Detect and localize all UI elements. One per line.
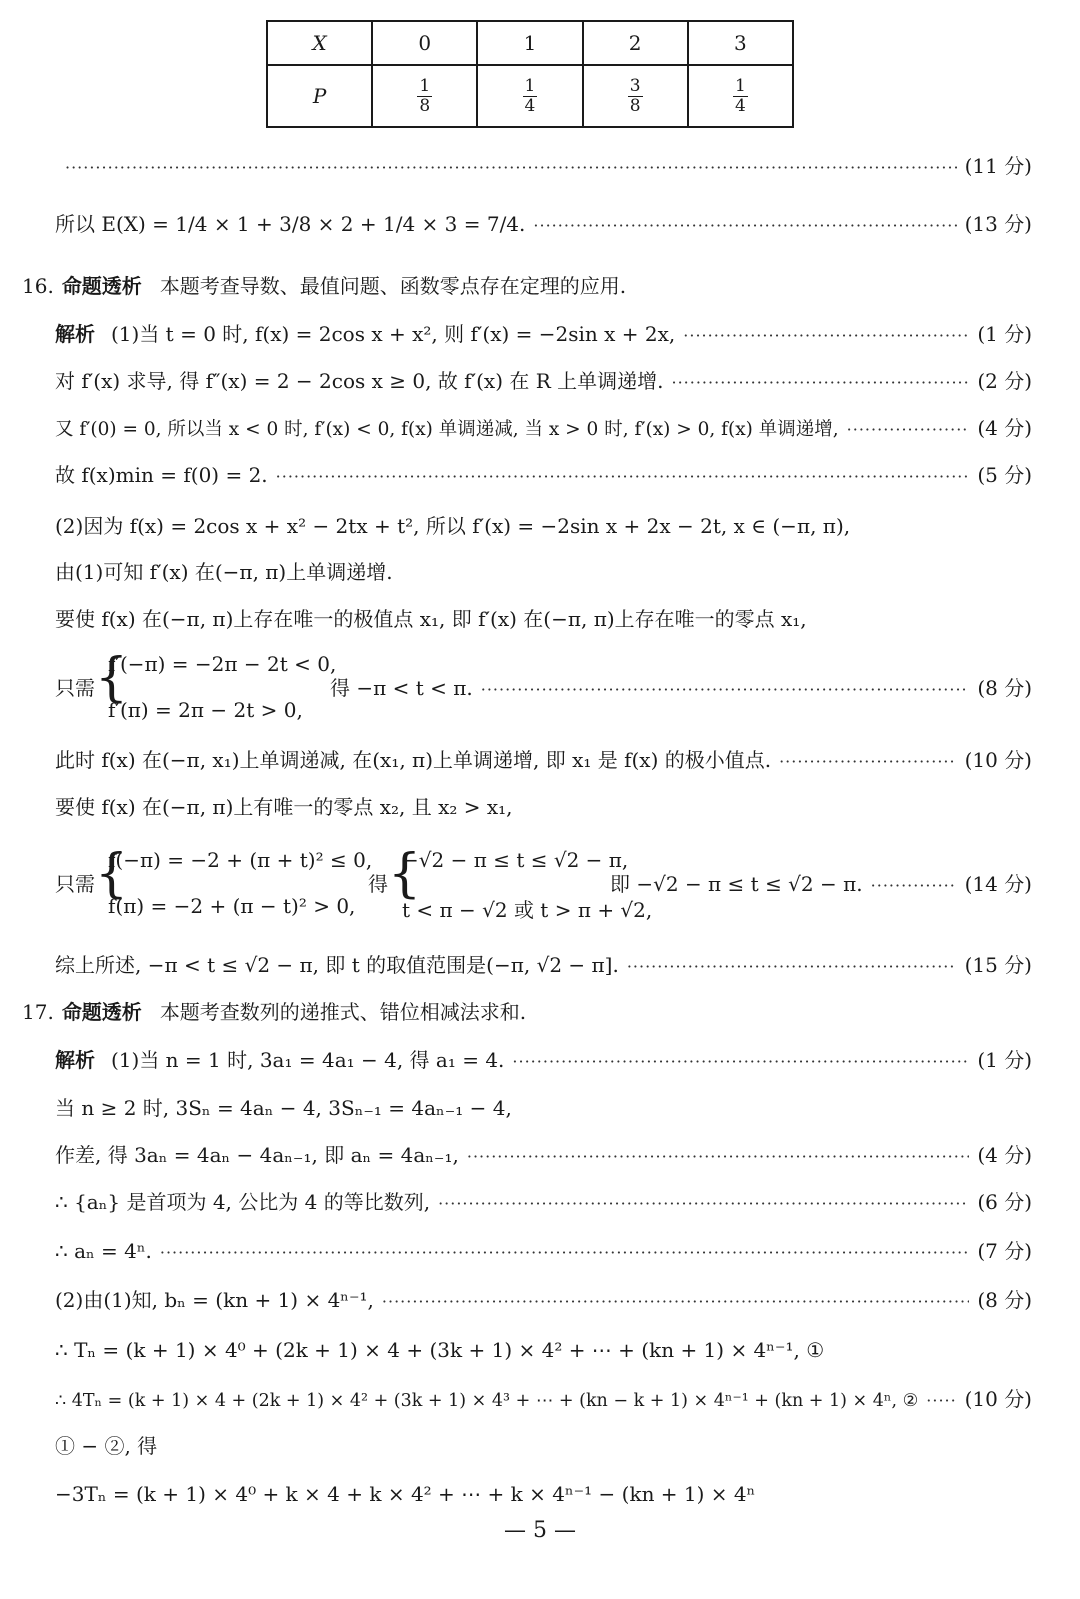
leader-dots <box>533 210 956 242</box>
answer-line <box>55 1334 1032 1366</box>
line-text: −3Tₙ = (k + 1) × 4⁰ + k × 4 + k × 4² + ⋯ + k × 4ⁿ⁻¹ − (kn + 1) × 4ⁿ <box>55 1482 756 1506</box>
answer-line <box>55 1430 1032 1462</box>
line-text: (2)由(1)知, bₙ = (kn + 1) × 4ⁿ⁻¹, <box>55 1288 374 1312</box>
table-cell <box>372 65 477 127</box>
line-text: 本题考查导数、最值问题、函数零点存在定理的应用. <box>159 274 627 298</box>
leader-dots <box>627 951 957 983</box>
line-text: 得 −π < t < π. <box>330 676 473 700</box>
score: (1 分) <box>977 1048 1032 1072</box>
line-text: ∴ {aₙ} 是首项为 4, 公比为 4 的等比数列, <box>55 1190 431 1214</box>
leader-dots <box>512 1046 969 1078</box>
answer-line <box>55 1284 1032 1316</box>
score: (8 分) <box>977 1288 1032 1312</box>
table-cell <box>477 65 582 127</box>
line-text: 作差, 得 3aₙ = 4aₙ − 4aₙ₋₁, 即 aₙ = 4aₙ₋₁, <box>55 1143 459 1167</box>
leader-dots <box>481 674 970 706</box>
system-prefix: 只需 <box>55 872 95 896</box>
score: (11 分) <box>964 154 1032 178</box>
section-label: 命题透析 <box>61 274 142 298</box>
line-text: (2)因为 f(x) = 2cos x + x² − 2tx + t², 所以 f′(x) = −2sin x + 2x − 2t, x ∈ (−π, π), <box>55 514 851 538</box>
answer-line <box>55 949 1032 981</box>
score: (8 分) <box>977 676 1032 700</box>
line-text: 要使 f(x) 在(−π, π)上有唯一的零点 x₂, 且 x₂ > x₁, <box>55 795 513 819</box>
answer-line <box>55 1044 1032 1076</box>
leader-dots <box>847 414 970 446</box>
system-equation: −√2 − π ≤ t ≤ √2 − π, <box>402 848 629 872</box>
score: (6 分) <box>977 1190 1032 1214</box>
score-line <box>55 150 1032 182</box>
score: (4 分) <box>977 1143 1032 1167</box>
fraction: $\frac{1}{8}$ <box>419 75 431 116</box>
fraction: $\frac{1}{4}$ <box>734 75 746 116</box>
system-equation: f′(−π) = −2π − 2t < 0, <box>108 652 337 676</box>
leader-dots <box>438 1188 969 1220</box>
section-label: 解析 <box>55 322 95 346</box>
answer-line <box>55 510 1032 542</box>
score: (10 分) <box>964 1387 1032 1411</box>
answer-line <box>55 744 1032 776</box>
table-cell: P <box>267 65 372 127</box>
table-row <box>267 65 793 127</box>
fraction: $\frac{3}{8}$ <box>629 75 641 116</box>
leader-dots <box>926 1385 956 1417</box>
question-heading <box>22 996 1032 1028</box>
leader-dots <box>779 746 956 778</box>
score: (4 分) <box>977 416 1032 440</box>
leader-dots <box>871 870 957 902</box>
fraction: $\frac{1}{4}$ <box>524 75 536 116</box>
system-equation: f′(π) = 2π − 2t > 0, <box>108 698 303 722</box>
question-number: 17. <box>22 1000 54 1024</box>
distribution-table <box>266 20 794 128</box>
line-text: 由(1)可知 f′(x) 在(−π, π)上单调递增. <box>55 560 393 584</box>
table-cell: 0 <box>372 21 477 65</box>
score: (1 分) <box>977 322 1032 346</box>
leader-dots <box>683 320 969 352</box>
system-connector: 得 <box>368 872 388 896</box>
system-equation: f(π) = −2 + (π − t)² > 0, <box>108 894 356 918</box>
answer-line <box>55 208 1032 240</box>
left-brace: { <box>388 844 422 904</box>
score: (5 分) <box>977 463 1032 487</box>
page-number: — 5 — <box>504 1518 576 1543</box>
section-label: 命题透析 <box>61 1000 142 1024</box>
system-equation: f(−π) = −2 + (π + t)² ≤ 0, <box>108 848 373 872</box>
answer-line <box>55 603 1032 635</box>
section-label: 解析 <box>55 1048 95 1072</box>
question-number: 16. <box>22 274 54 298</box>
leader-dots <box>276 461 970 493</box>
line-text: 故 f(x)min = f(0) = 2. <box>55 463 268 487</box>
line-text: 对 f′(x) 求导, 得 f″(x) = 2 − 2cos x ≥ 0, 故 f′(x) 在 R 上单调递增. <box>55 369 664 393</box>
line-text: (1)当 t = 0 时, f(x) = 2cos x + x², 则 f′(x) = −2sin x + 2x, <box>111 322 676 346</box>
score: (2 分) <box>977 369 1032 393</box>
system-equation: t < π − √2 或 t > π + √2, <box>402 898 653 922</box>
line-text: 又 f′(0) = 0, 所以当 x < 0 时, f′(x) < 0, f(x) 单调递减, 当 x > 0 时, f′(x) > 0, f(x) 单调递增, <box>55 419 839 440</box>
line-text: 即 −√2 − π ≤ t ≤ √2 − π. <box>610 872 863 896</box>
score: (7 分) <box>977 1239 1032 1263</box>
answer-line <box>55 556 1032 588</box>
line-text: 此时 f(x) 在(−π, x₁)上单调递减, 在(x₁, π)上单调递增, 即 x₁ 是 f(x) 的极小值点. <box>55 748 772 772</box>
answer-line <box>55 791 1032 823</box>
answer-line <box>55 459 1032 491</box>
answer-line <box>55 1235 1032 1267</box>
left-brace: { <box>95 844 129 904</box>
answer-line <box>55 1383 1032 1415</box>
line-text: 综上所述, −π < t ≤ √2 − π, 即 t 的取值范围是(−π, √2 − π]. <box>55 953 619 977</box>
table-row <box>267 21 793 65</box>
left-brace: { <box>95 648 129 708</box>
leader-dots <box>672 367 970 399</box>
line-text: ∴ Tₙ = (k + 1) × 4⁰ + (2k + 1) × 4 + (3k + 1) × 4² + ⋯ + (kn + 1) × 4ⁿ⁻¹, ① <box>55 1338 825 1362</box>
question-heading <box>22 270 1032 302</box>
leader-dots <box>467 1141 969 1173</box>
line-text: 当 n ≥ 2 时, 3Sₙ = 4aₙ − 4, 3Sₙ₋₁ = 4aₙ₋₁ − 4, <box>55 1096 512 1120</box>
line-text: 要使 f(x) 在(−π, π)上存在唯一的极值点 x₁, 即 f′(x) 在(−π, π)上存在唯一的零点 x₁, <box>55 607 807 631</box>
table-cell <box>688 65 793 127</box>
score: (14 分) <box>964 872 1032 896</box>
score: (13 分) <box>964 212 1032 236</box>
leader-dots <box>160 1237 969 1269</box>
line-text: ① − ②, 得 <box>55 1434 158 1458</box>
line-text: 本题考查数列的递推式、错位相减法求和. <box>159 1000 527 1024</box>
answer-line <box>55 1092 1032 1124</box>
table-cell <box>583 65 688 127</box>
table-cell: 3 <box>688 21 793 65</box>
answer-line <box>610 868 1032 900</box>
answer-line <box>55 1139 1032 1171</box>
system-prefix: 只需 <box>55 676 95 700</box>
score: (15 分) <box>964 953 1032 977</box>
line-text: 所以 E(X) = 1/4 × 1 + 3/8 × 2 + 1/4 × 3 = 7/4. <box>55 212 526 236</box>
line-text: ∴ 4Tₙ = (k + 1) × 4 + (2k + 1) × 4² + (3k + 1) × 4³ + ⋯ + (kn − k + 1) × 4ⁿ⁻¹ + (kn + 1) × 4ⁿ, ② <box>55 1391 919 1411</box>
score: (10 分) <box>964 748 1032 772</box>
answer-line <box>330 672 1032 704</box>
answer-line <box>55 412 1032 444</box>
table-cell: X <box>267 21 372 65</box>
table-cell: 2 <box>583 21 688 65</box>
answer-line <box>55 1186 1032 1218</box>
line-text: (1)当 n = 1 时, 3a₁ = 4a₁ − 4, 得 a₁ = 4. <box>111 1048 505 1072</box>
leader-dots <box>382 1286 969 1318</box>
table-cell: 1 <box>477 21 582 65</box>
answer-line <box>55 365 1032 397</box>
answer-line <box>55 1478 1032 1510</box>
answer-line <box>55 318 1032 350</box>
leader-dots <box>65 152 957 184</box>
line-text: ∴ aₙ = 4ⁿ. <box>55 1239 152 1263</box>
